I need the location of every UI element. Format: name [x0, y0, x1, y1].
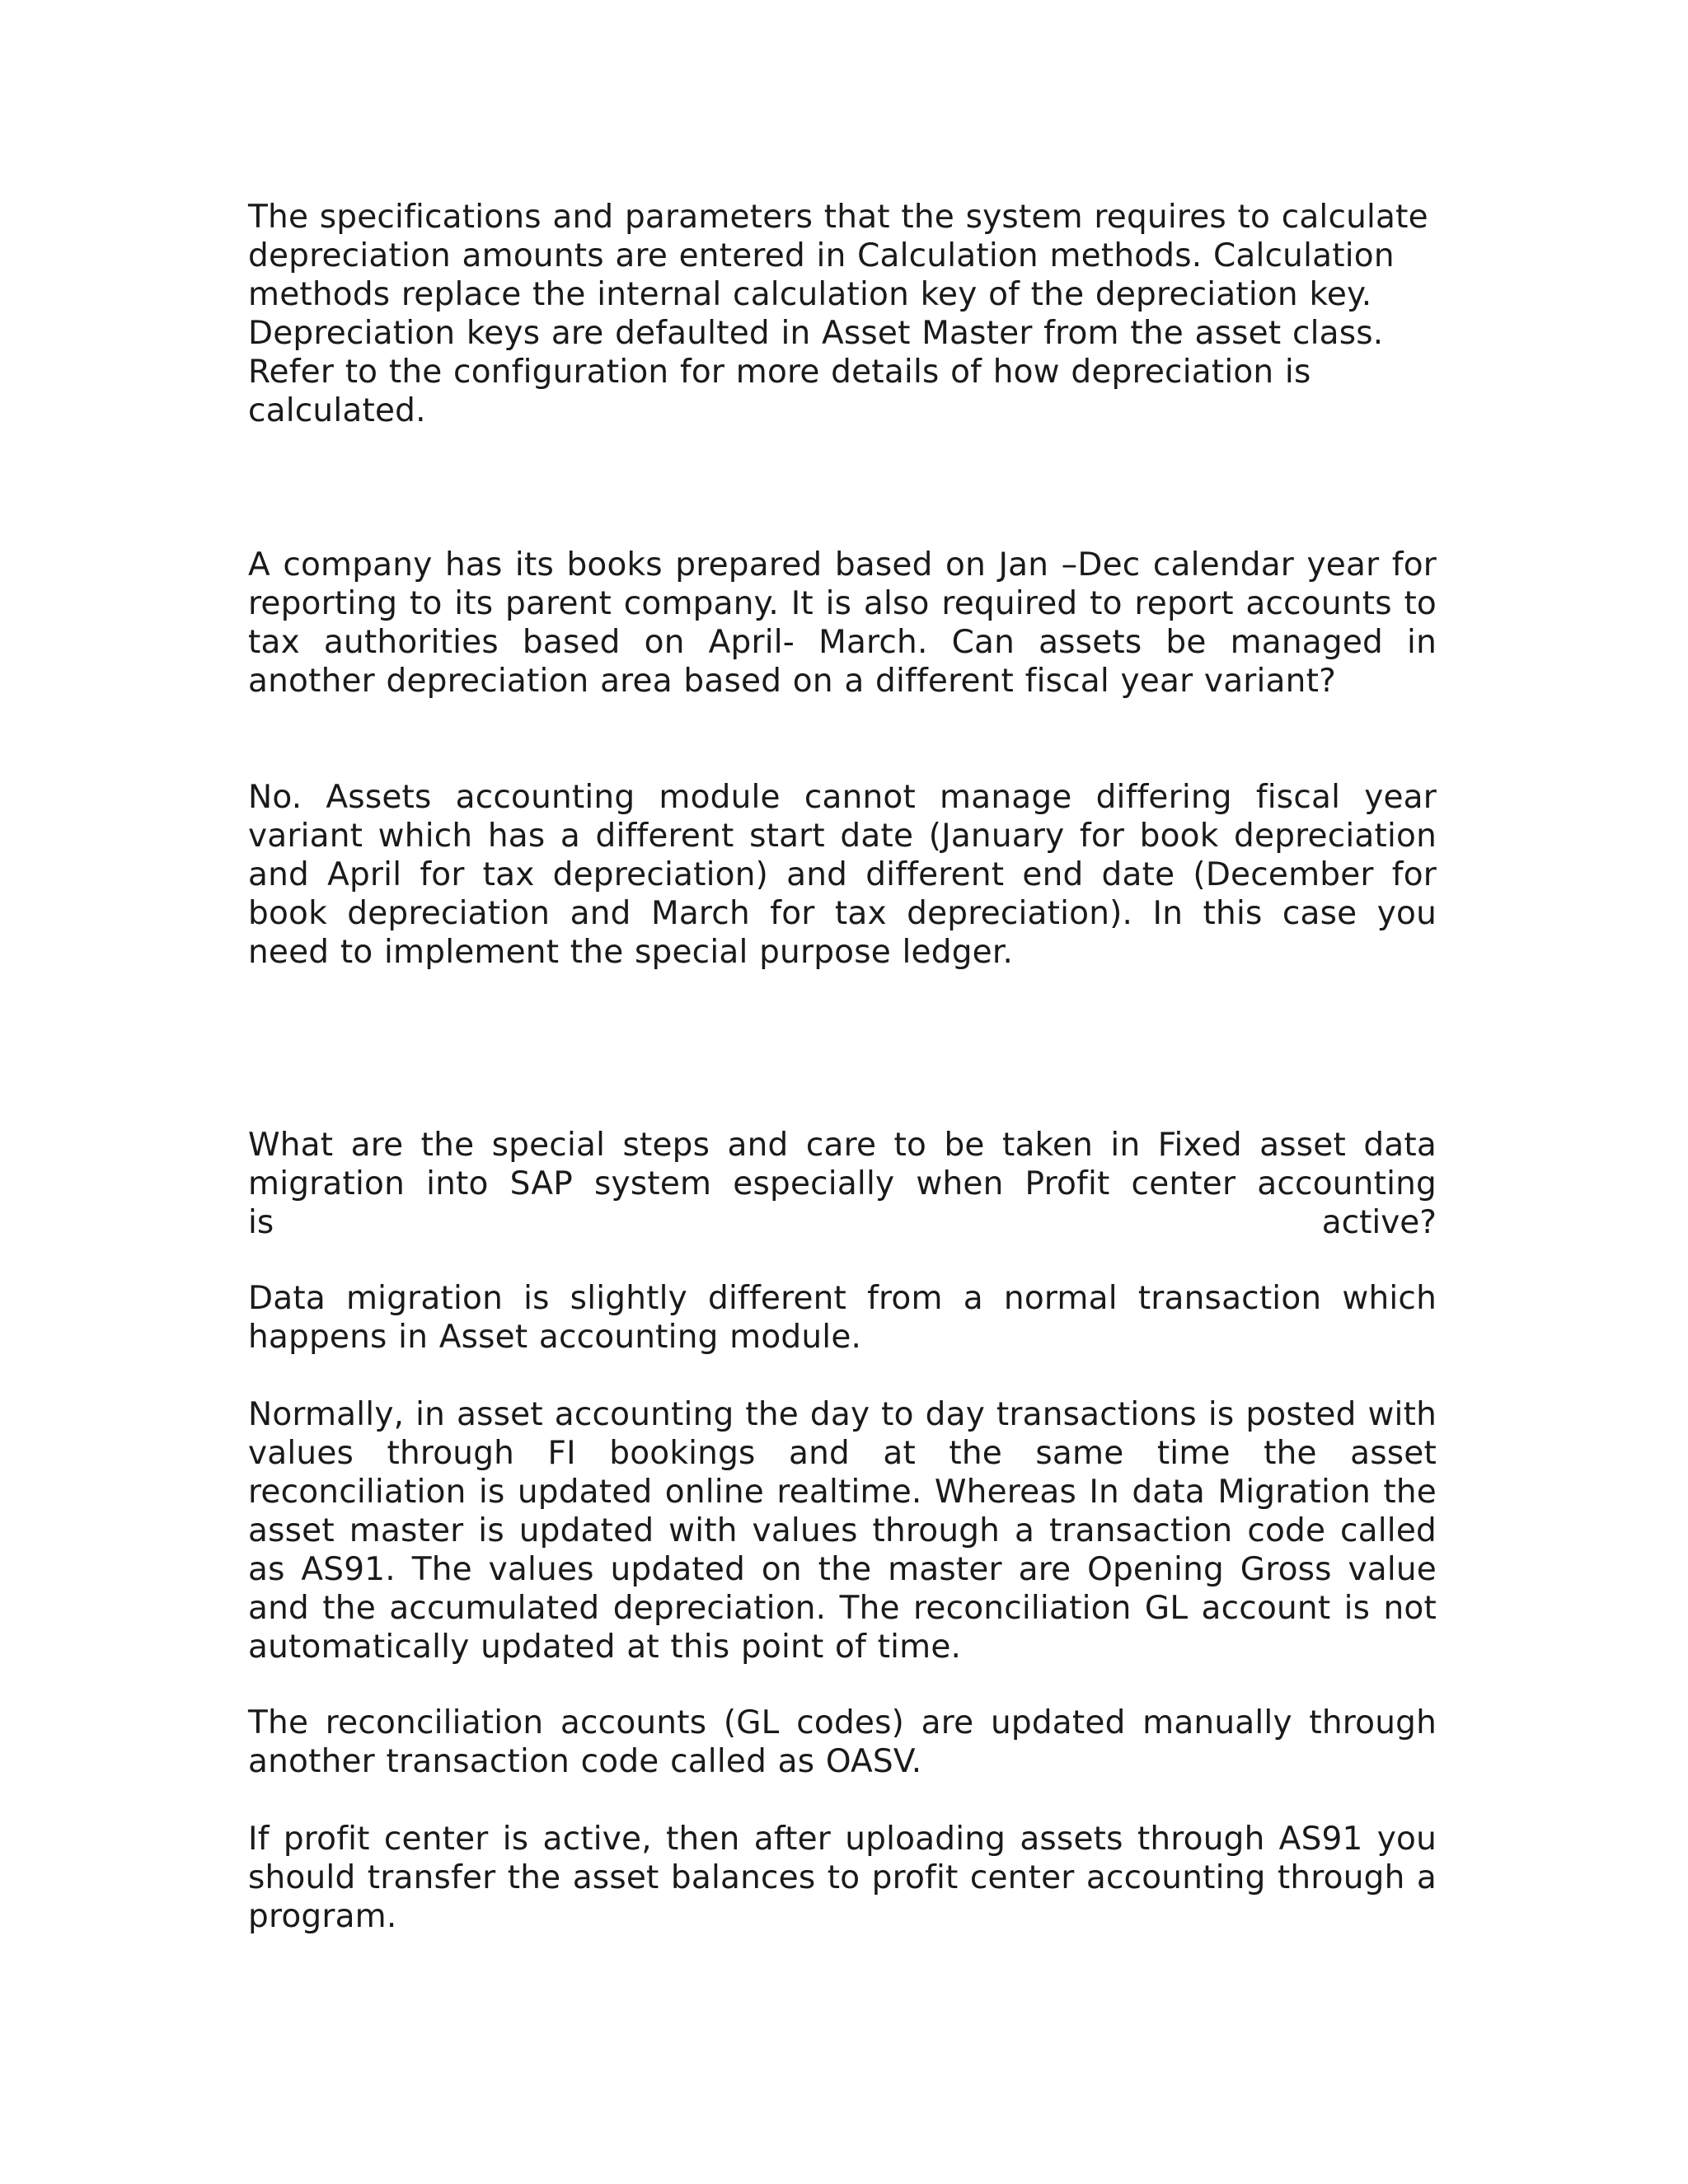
question-data-migration-last-line: [248, 1203, 1437, 1242]
answer-fiscal-year-variant: No. Assets accounting module cannot manage differing fiscal year variant which has a different start date (January for book depreciation and April for tax depreciation) and different end date (December for book depreciation and March for tax depreciation). In this case you need to implement the special purpose ledger.: [248, 779, 1437, 971]
answer-reconciliation-accounts: The reconciliation accounts (GL codes) are updated manually through another transaction code called as OASV.: [248, 1704, 1437, 1780]
question-last-word-right: active?: [1321, 1204, 1437, 1241]
answer-data-migration-intro: Data migration is slightly different from a normal transaction which happens in Asset accounting module.: [248, 1280, 1437, 1356]
question-data-migration: What are the special steps and care to be taken in Fixed asset data migration into SAP system especially when Profit center accounting: [248, 1127, 1437, 1202]
paragraph-calculation-methods: The specifications and parameters that the system requires to calculate depreciation amounts are entered in Calculation methods. Calculation methods replace the internal calculation key of the depreciation key. Depreciation keys are defaulted in Asset Master from the asset class. Refer to the configuration for more details of how depreciation is calculated.: [248, 199, 1428, 429]
answer-profit-center-transfer: If profit center is active, then after uploading assets through AS91 you should transfer the asset balances to profit center accounting through a program.: [248, 1821, 1437, 1935]
question-last-word-left: is: [248, 1204, 274, 1241]
answer-data-migration-details: Normally, in asset accounting the day to day transactions is posted with values through FI bookings and at the same time the asset reconciliation is updated online realtime. Whereas In data Migration the asset master is updated with values through a transaction code called as AS91. The values updated on the master are Opening Gross value and the accumulated depreciation. The reconciliation GL account is not automatically updated at this point of time.: [248, 1396, 1437, 1666]
question-fiscal-year-variant: A company has its books prepared based on Jan –Dec calendar year for reporting to its parent company. It is also required to report accounts to tax authorities based on April- March. Can assets be managed in another depreciation area based on a different fiscal year variant?: [248, 546, 1437, 700]
